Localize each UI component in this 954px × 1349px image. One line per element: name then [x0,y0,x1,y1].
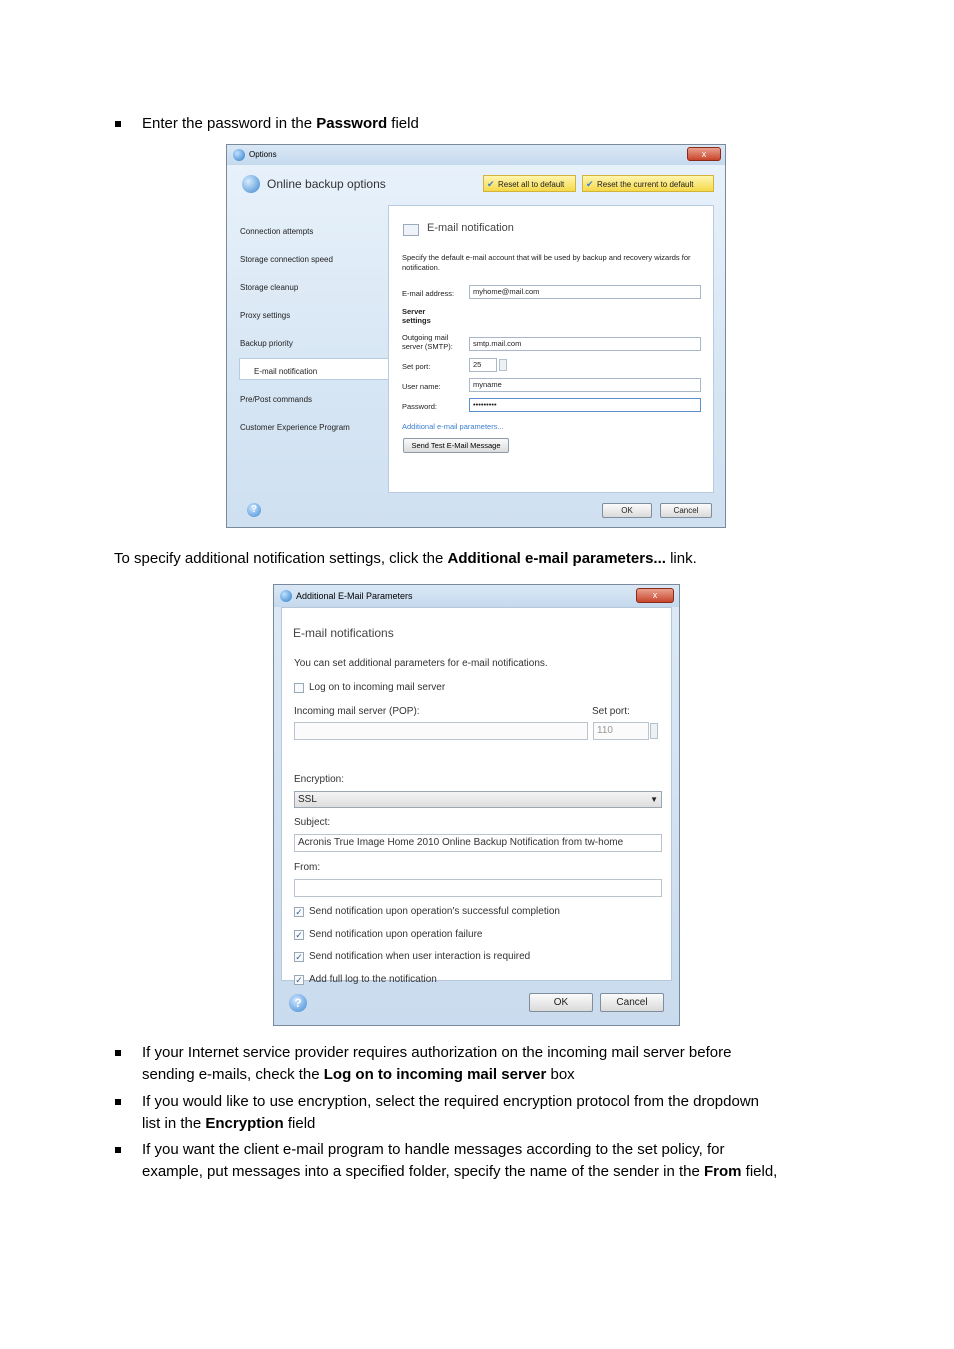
log-on-checkbox[interactable] [294,683,304,693]
subject-label: Subject: [294,817,331,828]
bullet-marker [115,1147,121,1153]
smtp-field[interactable]: smtp.mail.com [469,337,701,351]
panel-description: Specify the default e-mail account that will be used by backup and recovery wizards for notification. [402,253,691,272]
cancel-button[interactable]: Cancel [660,503,712,518]
params-content [281,607,672,985]
log-on-label: Log on to incoming mail server [309,682,446,693]
nav-item-email-notification[interactable]: E-mail notification [254,367,318,376]
ok-button[interactable]: OK [529,993,593,1012]
nav-item-pre-post-commands[interactable]: Pre/Post commands [240,395,313,404]
subject-input[interactable]: Acronis True Image Home 2010 Online Backup Notification from tw-home [294,834,662,852]
help-icon[interactable]: ? [247,503,261,517]
check-icon: ✔ [487,179,495,189]
intro-text: Enter the password in the Password field [142,115,419,132]
incoming-server-input[interactable] [294,722,588,740]
window-title: Options [249,150,277,159]
bullet-encryption: If you would like to use encryption, select the required encryption protocol from the dropdown list in the Encryption field [142,1093,760,1132]
reset-current-button[interactable]: ✔ Reset the current to default [582,175,714,192]
nav-item-connection-attempts[interactable]: Connection attempts [240,227,314,236]
app-logo-icon [233,149,245,161]
params-heading: E-mail notifications [293,626,394,640]
nav-item-customer-experience[interactable]: Customer Experience Program [240,423,350,432]
bullet-marker [115,1050,121,1056]
password-label: Password: [402,402,438,411]
window-title: Additional E-Mail Parameters [296,591,413,601]
envelope-icon [403,224,419,236]
nav-item-backup-priority[interactable]: Backup priority [240,339,293,348]
interaction-label: Send notification when user interaction is required [309,951,531,962]
incoming-server-label: Incoming mail server (POP): [294,706,420,717]
success-checkbox[interactable]: ✓ [295,907,303,917]
title-bar [274,585,679,607]
close-button[interactable]: x [687,147,721,161]
server-settings-heading: Server settings [402,307,431,325]
port-field[interactable]: 25 [469,358,497,372]
full-log-checkbox[interactable]: ✓ [295,975,303,985]
bullet-from: If you want the client e-mail program to handle messages according to the set policy, for example, put messages into a specified folder, specify the name of the sender in the From field, [142,1141,778,1180]
email-notification-panel [388,205,714,493]
additional-params-window [273,584,680,1026]
incoming-port-input[interactable]: 110 [593,722,649,740]
interaction-checkbox[interactable]: ✓ [295,952,303,962]
success-label: Send notification upon operation's successful completion [309,906,560,917]
ok-button[interactable]: OK [602,503,652,518]
encryption-label: Encryption: [294,774,345,785]
title-bar [227,145,725,165]
help-icon[interactable]: ? [289,994,307,1012]
nav-item-proxy-settings[interactable]: Proxy settings [240,311,291,320]
port-spinner[interactable] [499,359,507,371]
port-spinner[interactable] [650,723,658,739]
nav-item-storage-cleanup[interactable]: Storage cleanup [240,283,299,292]
email-label: E-mail address: [402,289,455,298]
port-label: Set port: [402,362,431,371]
email-field[interactable]: myhome@mail.com [469,285,701,299]
username-label: User name: [402,382,441,391]
params-description: You can set additional parameters for e-mail notifications. [294,658,548,669]
check-icon: ✔ [586,179,594,189]
smtp-label: Outgoing mail server (SMTP): [402,333,453,351]
password-field[interactable]: ••••••••• [469,398,701,412]
username-field[interactable]: myname [469,378,701,392]
set-port-label: Set port: [592,706,630,717]
cancel-button[interactable]: Cancel [600,993,664,1012]
bullet-log-on: If your Internet service provider requires authorization on the incoming mail server before sending e-mails, check the Log on to incoming mail server box [142,1044,732,1083]
bullet-marker [115,121,121,127]
options-window [226,144,726,528]
full-log-label: Add full log to the notification [309,974,437,985]
globe-icon [242,175,260,193]
chevron-down-icon: ▼ [650,795,658,804]
header-title: Online backup options [267,177,386,191]
app-logo-icon [280,590,292,602]
encryption-select[interactable]: SSL ▼ [294,791,662,808]
additional-params-link[interactable]: Additional e-mail parameters... [402,422,504,431]
from-input[interactable] [294,879,662,897]
paragraph-additional: To specify additional notification settings, click the Additional e-mail parameters... link. [114,550,697,567]
panel-title: E-mail notification [427,222,514,234]
failure-checkbox[interactable]: ✓ [295,930,303,940]
from-label: From: [294,862,321,873]
reset-all-button[interactable]: ✔ Reset all to default [483,175,576,192]
close-button[interactable]: x [636,588,674,603]
nav-item-storage-connection-speed[interactable]: Storage connection speed [240,255,333,264]
failure-label: Send notification upon operation failure [309,929,483,940]
send-test-button[interactable]: Send Test E-Mail Message [403,438,509,453]
bullet-marker [115,1099,121,1105]
